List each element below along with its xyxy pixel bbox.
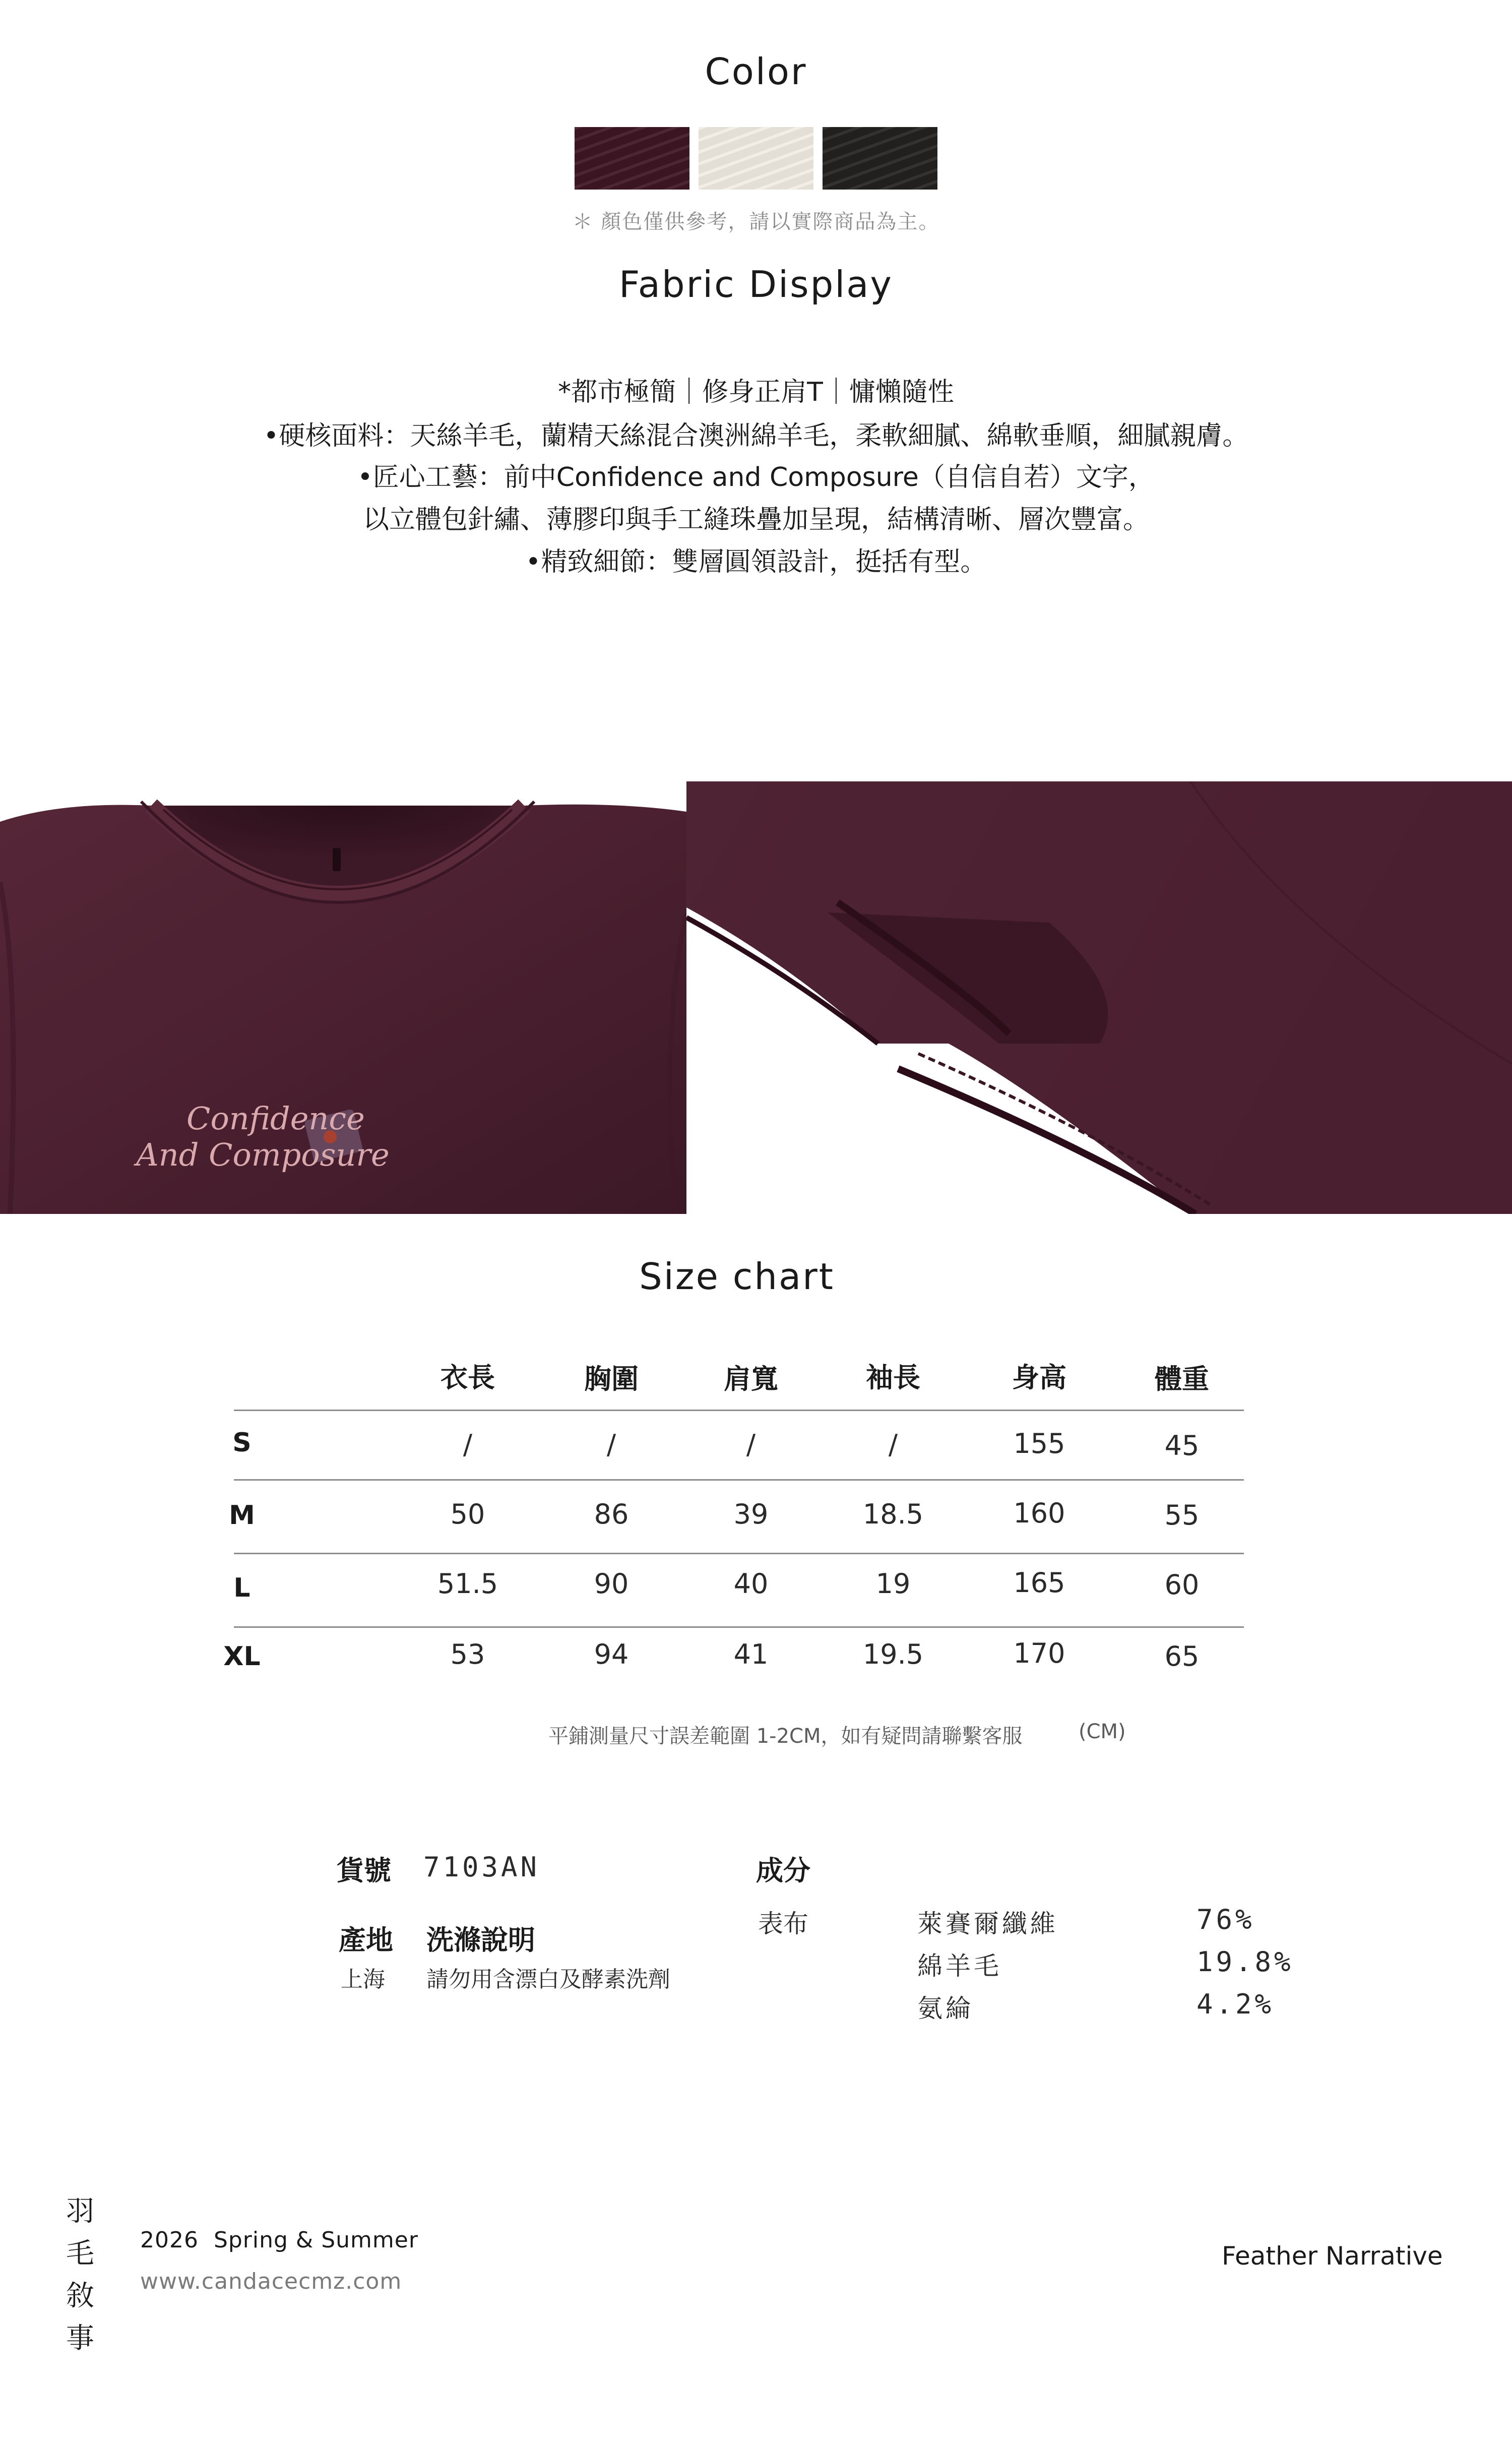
table-cell: / xyxy=(606,1429,616,1460)
origin-value: 上海 xyxy=(341,1967,385,1992)
header-shoulder: 肩寬 xyxy=(724,1363,778,1395)
sku-value: 7103AN xyxy=(423,1851,540,1883)
material-name: 萊賽爾纖維 xyxy=(917,1909,1058,1938)
table-rule xyxy=(234,1479,1244,1481)
sku-label: 貨號 xyxy=(337,1855,391,1886)
fabric-line-2: •硬核面料：天絲羊毛，蘭精天絲混合澳洲綿羊毛，柔軟細膩、綿軟垂順，細膩親膚。 xyxy=(263,421,1249,451)
fabric-line-1: *都市極簡｜修身正肩T｜慵懶隨性 xyxy=(558,377,954,407)
table-cell: 50 xyxy=(450,1498,485,1530)
table-cell: 40 xyxy=(733,1568,769,1600)
fabric-line-5: •精致細節：雙層圓領設計，挺括有型。 xyxy=(525,547,987,577)
neckline-illustration xyxy=(0,781,686,1214)
brand-english-name: Feather Narrative xyxy=(1222,2241,1443,2271)
table-cell: 160 xyxy=(1013,1497,1065,1529)
table-rule xyxy=(234,1626,1244,1628)
table-cell: 170 xyxy=(1013,1637,1065,1669)
season-text: 2026 Spring & Summer xyxy=(140,2227,418,2253)
table-cell: 65 xyxy=(1164,1640,1200,1672)
brand-char: 羽 xyxy=(66,2195,94,2228)
table-cell: 90 xyxy=(594,1568,629,1600)
material-name: 氨綸 xyxy=(917,1994,974,2023)
table-cell: 53 xyxy=(450,1638,485,1670)
table-rule xyxy=(234,1553,1244,1554)
website-link[interactable]: www.candacecmz.com xyxy=(140,2269,402,2294)
table-rule-top xyxy=(234,1410,1244,1411)
material-name: 綿羊毛 xyxy=(917,1951,1002,1981)
color-title: Color xyxy=(705,50,807,93)
origin-label: 產地 xyxy=(339,1924,393,1956)
size-label-l: L xyxy=(233,1573,250,1603)
table-cell: 86 xyxy=(594,1498,629,1530)
table-cell: 19 xyxy=(875,1568,911,1600)
color-swatch-plum[interactable] xyxy=(575,127,689,190)
table-cell: 60 xyxy=(1164,1569,1200,1601)
table-cell: 18.5 xyxy=(862,1498,924,1530)
table-cell: 155 xyxy=(1013,1428,1065,1459)
header-height: 身高 xyxy=(1012,1362,1066,1393)
embroidery-text-1: Confidence xyxy=(186,1100,365,1137)
color-swatch-black[interactable] xyxy=(823,127,937,190)
composition-label: 成分 xyxy=(756,1855,810,1886)
table-cell: 94 xyxy=(594,1638,629,1670)
composition-part: 表布 xyxy=(758,1909,808,1938)
care-label: 洗滌說明 xyxy=(426,1924,535,1956)
material-percent: 4.2% xyxy=(1196,1988,1275,2020)
table-cell: / xyxy=(888,1429,898,1460)
table-cell: / xyxy=(463,1429,473,1460)
table-cell: 41 xyxy=(733,1638,769,1670)
size-label-s: S xyxy=(232,1428,251,1458)
neckline-photo xyxy=(0,781,686,1214)
fabric-line-4: 以立體包針繡、薄膠印與手工縫珠疊加呈現，結構清晰、層次豐富。 xyxy=(362,505,1149,535)
table-cell: 165 xyxy=(1013,1567,1065,1599)
table-cell: 39 xyxy=(733,1498,769,1530)
fabric-line-3: •匠心工藝：前中Confidence and Composure（自信自若）文字， xyxy=(357,462,1155,493)
brand-char: 事 xyxy=(66,2322,94,2355)
brand-char: 敘 xyxy=(66,2280,94,2312)
material-percent: 76% xyxy=(1196,1904,1255,1935)
brand-vertical-logo xyxy=(62,2190,98,2360)
table-cell: / xyxy=(746,1429,756,1460)
table-cell: 51.5 xyxy=(437,1568,498,1600)
measurement-note: 平鋪測量尺寸誤差範圍 1-2CM，如有疑問請聯繫客服 xyxy=(548,1725,1023,1748)
care-value: 請勿用含漂白及酵素洗劑 xyxy=(426,1967,670,1992)
color-swatch-ivory[interactable] xyxy=(699,127,813,190)
size-label-m: M xyxy=(229,1500,255,1531)
brand-char: 毛 xyxy=(66,2237,94,2270)
header-length: 衣長 xyxy=(440,1362,495,1393)
table-cell: 19.5 xyxy=(862,1638,924,1670)
table-cell: 45 xyxy=(1164,1430,1200,1461)
color-disclaimer: ＊ 顏色僅供參考，請以實際商品為主。 xyxy=(572,210,940,233)
header-chest: 胸圍 xyxy=(584,1363,639,1395)
hem-detail-photo xyxy=(686,781,1512,1214)
fabric-title: Fabric Display xyxy=(618,263,894,306)
header-weight: 體重 xyxy=(1155,1363,1209,1395)
header-sleeve: 袖長 xyxy=(866,1362,920,1393)
material-percent: 19.8% xyxy=(1196,1946,1294,1978)
unit-label: (CM) xyxy=(1079,1720,1126,1743)
hem-illustration xyxy=(686,781,1512,1214)
table-cell: 55 xyxy=(1164,1499,1200,1531)
size-label-xl: XL xyxy=(223,1641,261,1672)
embroidery-text-2: And Composure xyxy=(136,1136,390,1173)
size-chart-title: Size chart xyxy=(639,1255,835,1298)
